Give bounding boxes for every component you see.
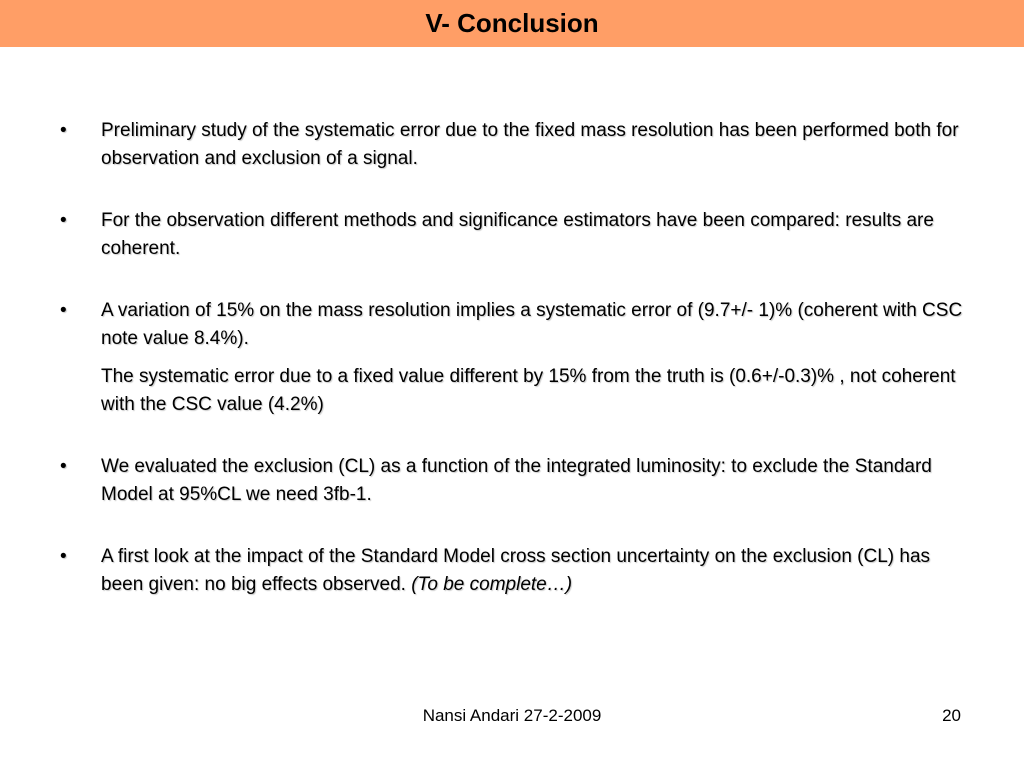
- bullet-text: A first look at the impact of the Standard Model cross section uncertainty on the exclusion (CL) has been given: no big effects observed.: [101, 546, 931, 595]
- slide-body: [60, 117, 975, 599]
- bullet-icon: •: [60, 300, 67, 321]
- bullet-continuation: The systematic error due to a fixed value different by 15% from the truth is (0.6+/-0.3)% , not coherent with the CSC value (4.2%): [101, 366, 956, 415]
- bullet-text: A variation of 15% on the mass resolution implies a systematic error of (9.7+/- 1)% (coherent with CSC note value 8.4%).: [101, 300, 963, 349]
- bullet-item-4: [60, 453, 975, 509]
- bullet-icon: •: [60, 210, 67, 231]
- title-bar: [0, 0, 1024, 47]
- bullet-item-5: [60, 543, 975, 599]
- slide-title: V- Conclusion: [425, 8, 599, 38]
- footer-author-date: Nansi Andari 27-2-2009: [422, 706, 602, 725]
- bullet-text: We evaluated the exclusion (CL) as a function of the integrated luminosity: to exclude the Standard Model at 95%CL we need 3fb-1.: [101, 456, 932, 505]
- footer-page-number: 20: [942, 706, 961, 725]
- bullet-item-1: [60, 117, 975, 173]
- bullet-icon: •: [60, 120, 67, 141]
- bullet-italic-note: (To be complete…): [411, 574, 573, 595]
- bullet-text: Preliminary study of the systematic error due to the fixed mass resolution has been performed both for observation and exclusion of a signal.: [101, 120, 959, 169]
- bullet-text: For the observation different methods and significance estimators have been compared: results are coherent.: [101, 210, 934, 259]
- bullet-item-3: [60, 297, 975, 353]
- bullet-item-2: [60, 207, 975, 263]
- bullet-icon: •: [60, 456, 67, 477]
- bullet-icon: •: [60, 546, 67, 567]
